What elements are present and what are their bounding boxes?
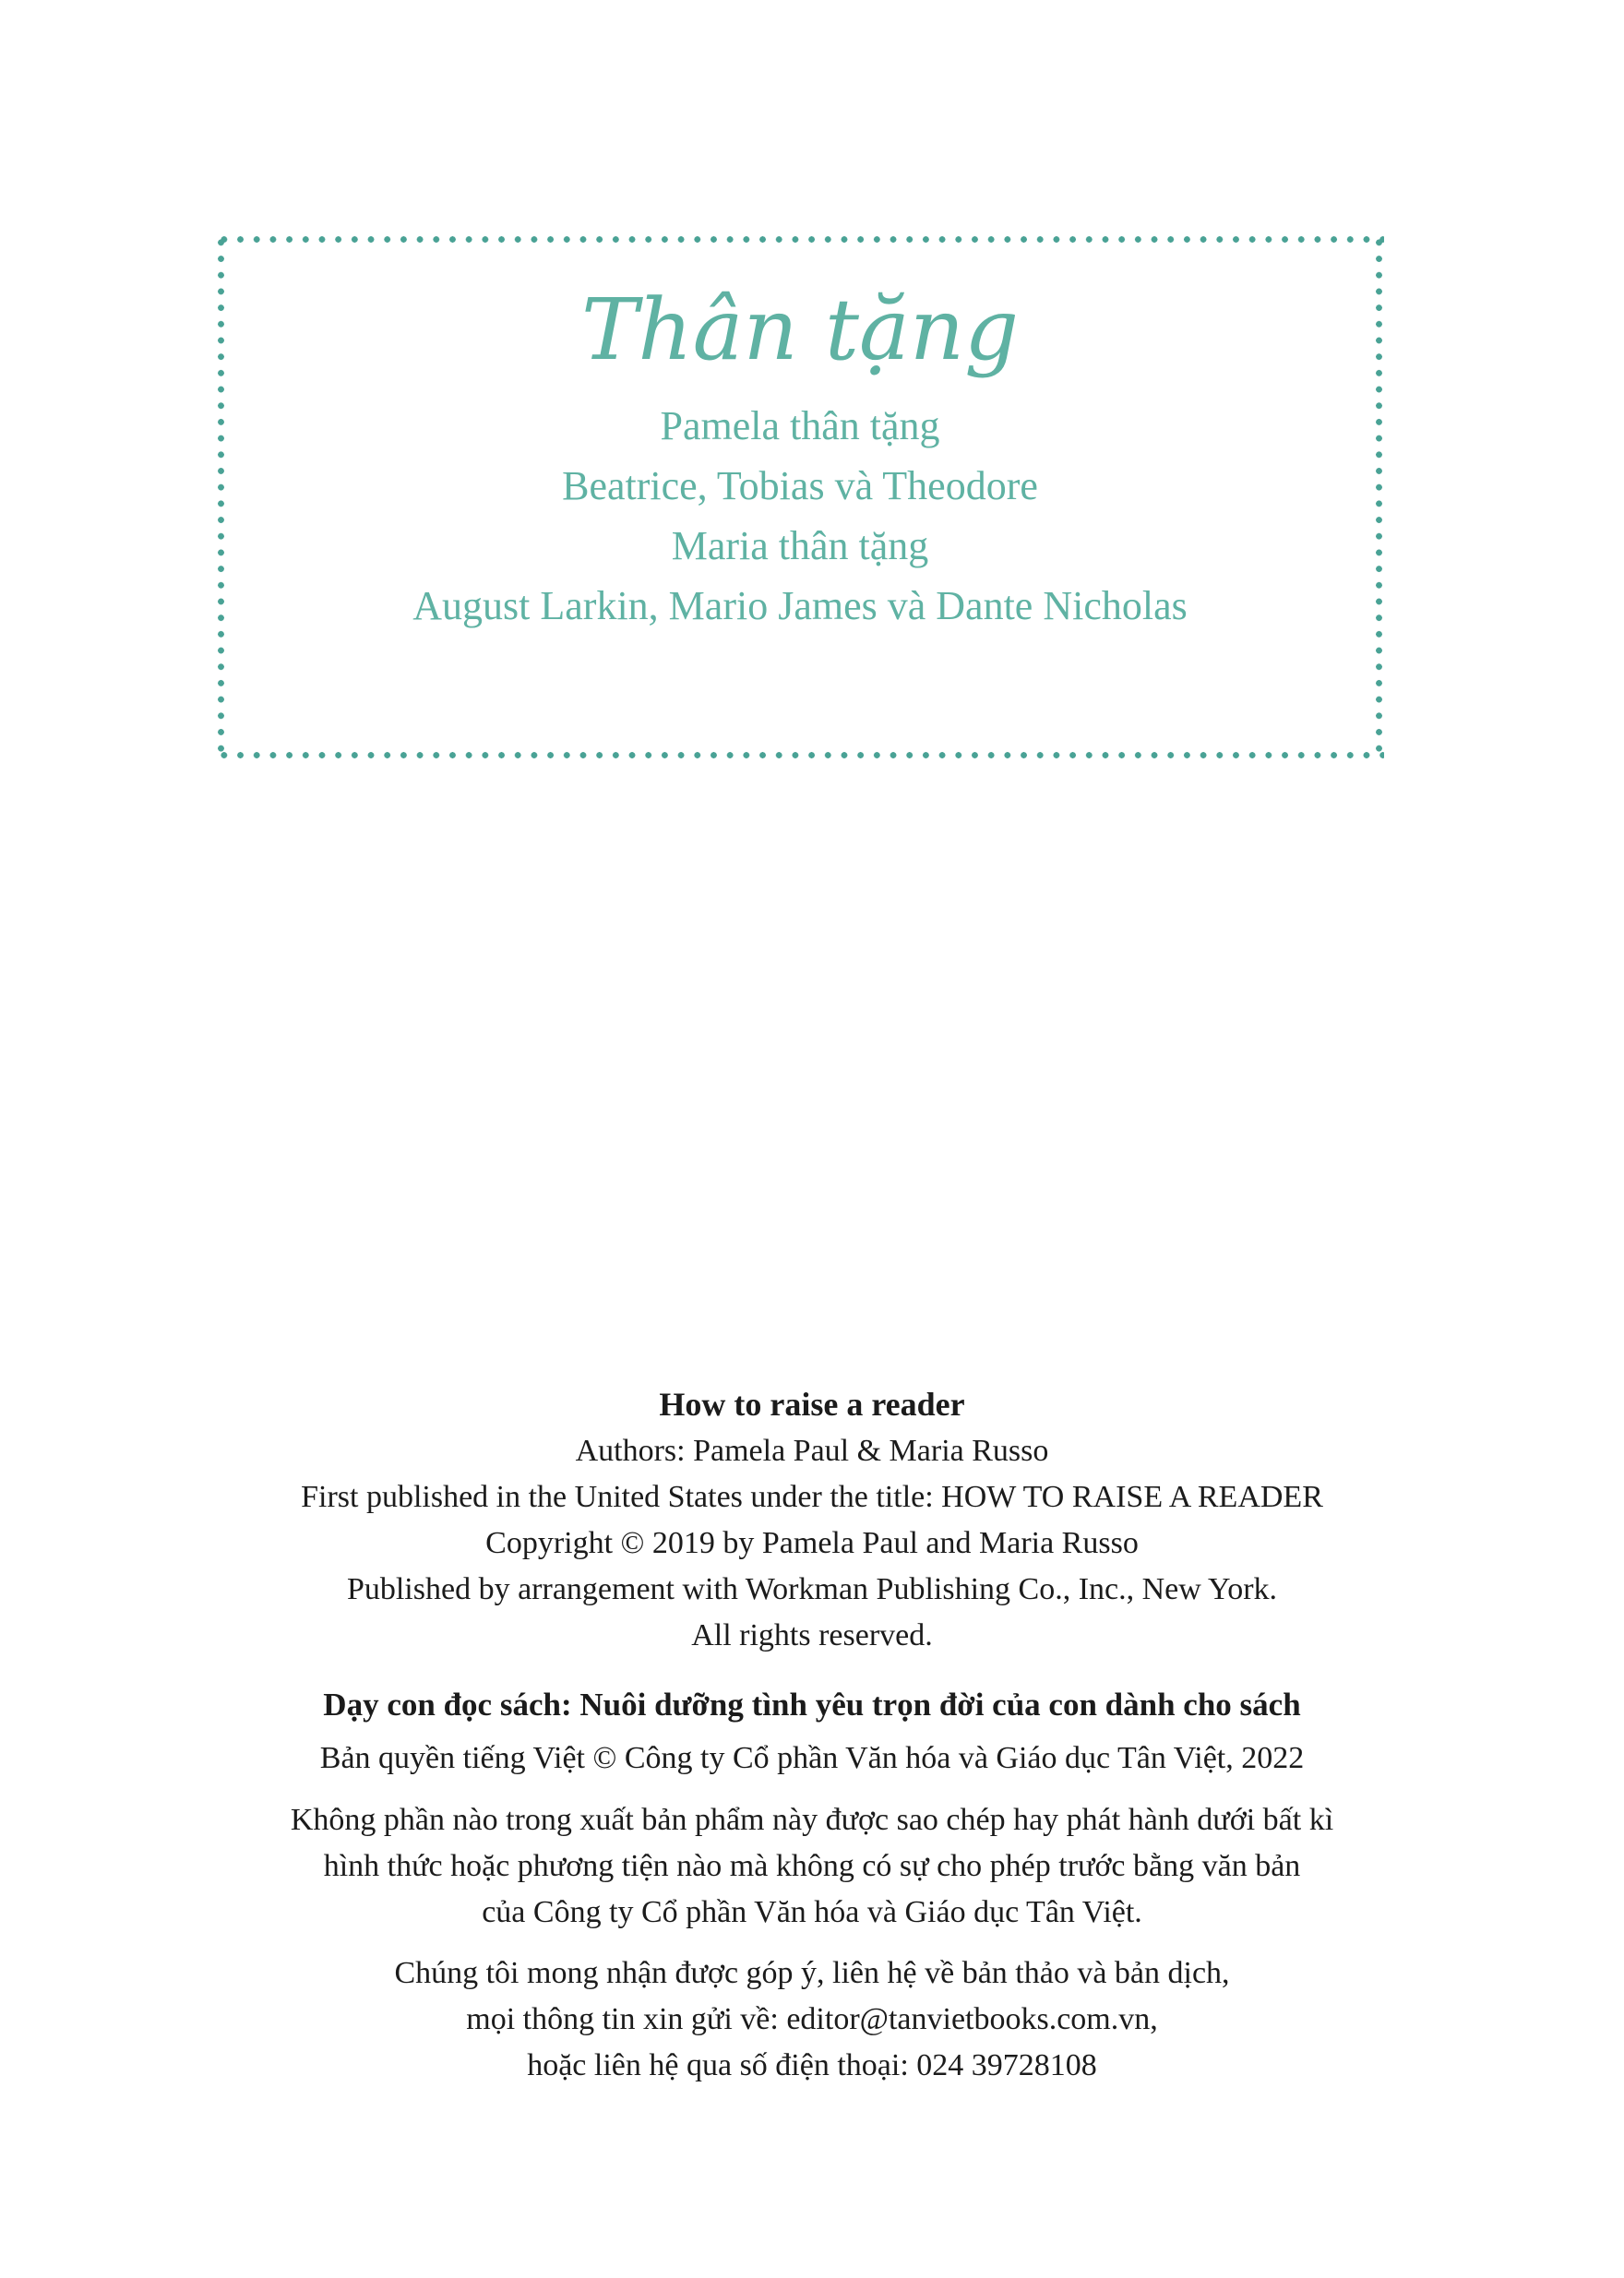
rights-reserved-line: All rights reserved. [691,1618,933,1652]
vietnamese-license-line: Bản quyền tiếng Việt © Công ty Cổ phần Văn hóa và Giáo dục Tân Việt, 2022 [319,1741,1305,1775]
contact-email-line: mọi thông tin xin gửi về: editor@tanvietbooks.com.vn, [466,2002,1158,2036]
dedication-title: Thân tặng [581,280,1019,379]
vietnamese-book-title: Dạy con đọc sách: Nuôi dưỡng tình yêu trọn đời của con dành cho sách [323,1687,1301,1723]
contact-phone-line: hoặc liên hệ qua số điện thoại: 024 39728108 [527,2048,1097,2082]
publisher-line: Published by arrangement with Workman Publishing Co., Inc., New York. [346,1572,1278,1606]
dedication-line-august: August Larkin, Mario James và Dante Nicholas [412,583,1188,628]
authors-line: Authors: Pamela Paul & Maria Russo [575,1434,1049,1468]
dotted-border-bottom [216,750,1384,760]
dedication-line-beatrice: Beatrice, Tobias và Theodore [562,463,1038,508]
dedication-line-maria: Maria thân tặng [671,523,929,568]
notice-line-1: Không phần nào trong xuất bản phẩm này được sao chép hay phát hành dưới bất kì [290,1803,1334,1837]
dotted-border-top [216,234,1384,244]
notice-line-3: của Công ty Cổ phần Văn hóa và Giáo dục Tân Việt. [482,1895,1142,1929]
dedication-line-pamela: Pamela thân tặng [660,403,940,448]
reproduction-notice [0,1797,1624,1936]
feedback-line: Chúng tôi mong nhận được góp ý, liên hệ về bản thảo và bản dịch, [394,1956,1230,1990]
dedication-box [216,234,1384,760]
contact-info [0,1950,1624,2089]
copyright-section [0,1380,1624,2089]
first-published-line: First published in the United States under the title: HOW TO RAISE A READER [301,1480,1323,1514]
copyright-year-line: Copyright © 2019 by Pamela Paul and Maria Russo [485,1526,1139,1560]
notice-line-2: hình thức hoặc phương tiện nào mà không có sự cho phép trước bằng văn bản [323,1849,1301,1883]
english-book-title: How to raise a reader [659,1386,965,1423]
